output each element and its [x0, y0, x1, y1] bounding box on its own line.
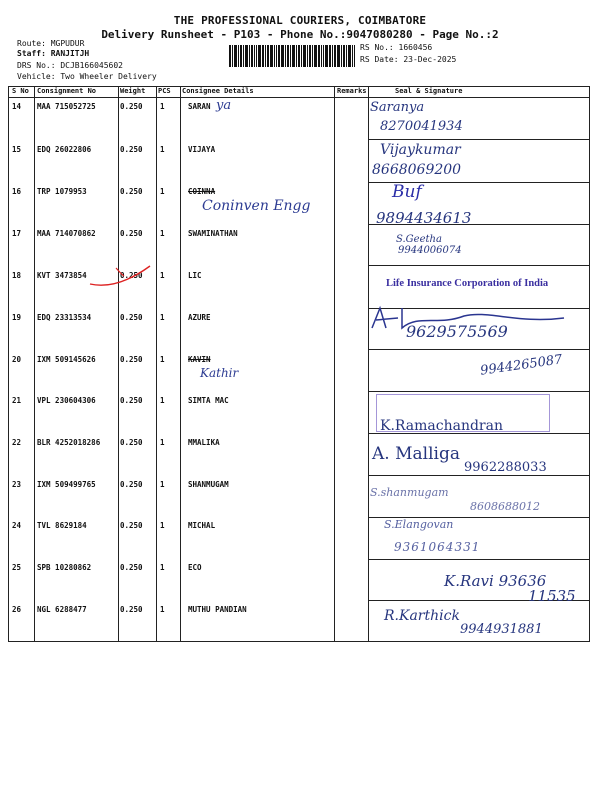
row-consignment: MAA 715052725	[37, 102, 96, 111]
row-consignee: VIJAYA	[188, 145, 216, 154]
row-weight: 0.250	[120, 102, 143, 111]
row-hand-note: ya	[216, 98, 232, 113]
row-weight: 0.250	[120, 605, 143, 614]
row-consignment: IXM 509145626	[37, 355, 96, 364]
row-consignee: SIMTA MAC	[188, 396, 229, 405]
row-weight: 0.250	[120, 438, 143, 447]
row-consignee: AZURE	[188, 313, 211, 322]
row-consignment: BLR 4252018286	[37, 438, 101, 447]
row-sno: 17	[12, 229, 22, 238]
row-sno: 25	[12, 563, 22, 572]
row-consignee: MICHAL	[188, 521, 216, 530]
signature-phone: 8668069200	[372, 162, 462, 178]
col-consignee-header: Consignee Details	[182, 87, 254, 95]
row-hand-note: Kathir	[200, 366, 239, 380]
red-check-mark	[88, 262, 158, 290]
row-consignee: MMALIKA	[188, 438, 220, 447]
signature-phone: 9944931881	[460, 622, 543, 637]
row-pcs: 1	[160, 145, 165, 154]
row-consignment: MAA 714070862	[37, 229, 96, 238]
row-pcs: 1	[160, 102, 165, 111]
row-pcs: 1	[160, 313, 165, 322]
signature-phone: 9894434613	[376, 209, 472, 227]
row-consignee: LIC	[188, 271, 202, 280]
col-consignment-header: Consignment No	[37, 87, 97, 95]
row-weight: 0.250	[120, 355, 143, 364]
route-label: Route: MGPUDUR	[17, 39, 85, 48]
row-sno: 16	[12, 187, 22, 196]
row-consignment: SPB 10280862	[37, 563, 92, 572]
row-weight: 0.250	[120, 145, 143, 154]
signature-phone: 8608688012	[470, 500, 540, 513]
row-pcs: 1	[160, 605, 165, 614]
signature-phone: 9361064331	[394, 540, 481, 554]
row-consignment: TVL 8629184	[37, 521, 87, 530]
col-remarks-header: Remarks	[337, 87, 367, 95]
row-weight: 0.250	[120, 521, 143, 530]
signature-name: S.shanmugam	[370, 486, 449, 499]
row-pcs: 1	[160, 521, 165, 530]
row-sno: 23	[12, 480, 22, 489]
row-pcs: 1	[160, 480, 165, 489]
row-pcs: 1	[160, 396, 165, 405]
row-pcs: 1	[160, 355, 165, 364]
signature-name: R.Karthick	[384, 608, 460, 624]
col-signature-header: Seal & Signature	[395, 87, 463, 95]
runsheet-subtitle: Delivery Runsheet - P103 - Phone No.:9047080280 - Page No.:2	[101, 28, 499, 41]
row-sno: 21	[12, 396, 22, 405]
barcode-image	[229, 45, 355, 67]
row-sno: 22	[12, 438, 22, 447]
row-weight: 0.250	[120, 187, 143, 196]
row-sno: 24	[12, 521, 22, 530]
signature-name: K.Ramachandran	[380, 418, 503, 434]
drs-label: DRS No.: DCJB166045602	[17, 61, 123, 70]
row-pcs: 1	[160, 229, 165, 238]
row-consignee: SARAN	[188, 102, 211, 111]
company-title: THE PROFESSIONAL COURIERS, COIMBATORE	[173, 14, 427, 27]
rs-date: RS Date: 23-Dec-2025	[360, 55, 457, 64]
col-sno-header: S No	[12, 87, 29, 95]
signature-name: Vijaykumar	[380, 142, 461, 158]
row-consignee: MUTHU PANDIAN	[188, 605, 247, 614]
row-consignment: EDQ 23313534	[37, 313, 92, 322]
row-consignment: TRP 1079953	[37, 187, 87, 196]
row-consignment: IXM 509499765	[37, 480, 96, 489]
row-sno: 20	[12, 355, 22, 364]
lic-stamp: Life Insurance Corporation of India	[386, 278, 549, 289]
staff-label: Staff: RANJITJH	[17, 49, 90, 58]
row-consignee: KAVIN	[188, 355, 211, 364]
row-hand-note: Coninven Engg	[202, 198, 311, 214]
row-consignment: NGL 6288477	[37, 605, 87, 614]
row-pcs: 1	[160, 271, 165, 280]
row-consignee: ECO	[188, 563, 202, 572]
row-sno: 18	[12, 271, 22, 280]
row-sno: 26	[12, 605, 22, 614]
col-pcs-header: PCS	[158, 87, 171, 95]
row-pcs: 1	[160, 563, 165, 572]
row-consignee: COINNA	[188, 187, 216, 196]
col-weight-header: Weight	[120, 87, 146, 95]
signature-phone: 11535	[528, 587, 576, 605]
row-sno: 15	[12, 145, 22, 154]
row-weight: 0.250	[120, 271, 143, 280]
row-consignment: EDQ 26022806	[37, 145, 92, 154]
row-consignment: VPL 230604306	[37, 396, 96, 405]
row-sno: 14	[12, 102, 22, 111]
signature-name: S.Elangovan	[384, 518, 454, 531]
signature-name: A. Malliga	[372, 444, 460, 464]
signature-name: Saranya	[370, 100, 425, 115]
signature-phone: 9629575569	[406, 322, 508, 341]
row-consignment: KVT 3473854	[37, 271, 87, 280]
signature-phone: 9944265087	[479, 352, 564, 379]
row-sno: 19	[12, 313, 22, 322]
row-pcs: 1	[160, 438, 165, 447]
row-weight: 0.250	[120, 563, 143, 572]
vehicle-label: Vehicle: Two Wheeler Delivery	[17, 72, 157, 81]
row-pcs: 1	[160, 187, 165, 196]
rs-number: RS No.: 1660456	[360, 43, 433, 52]
signature-phone: 9944006074	[398, 245, 462, 256]
row-weight: 0.250	[120, 313, 143, 322]
signature-name: K.Ravi 93636	[444, 572, 547, 590]
row-weight: 0.250	[120, 396, 143, 405]
row-consignee: SHANMUGAM	[188, 480, 229, 489]
signature-name: S.Geetha	[396, 234, 442, 245]
row-consignee: SWAMINATHAN	[188, 229, 238, 238]
row-weight: 0.250	[120, 229, 143, 238]
row-weight: 0.250	[120, 480, 143, 489]
signature-phone: 9962288033	[464, 460, 547, 475]
signature-name: Buf	[392, 182, 422, 202]
signature-phone: 8270041934	[380, 119, 463, 134]
